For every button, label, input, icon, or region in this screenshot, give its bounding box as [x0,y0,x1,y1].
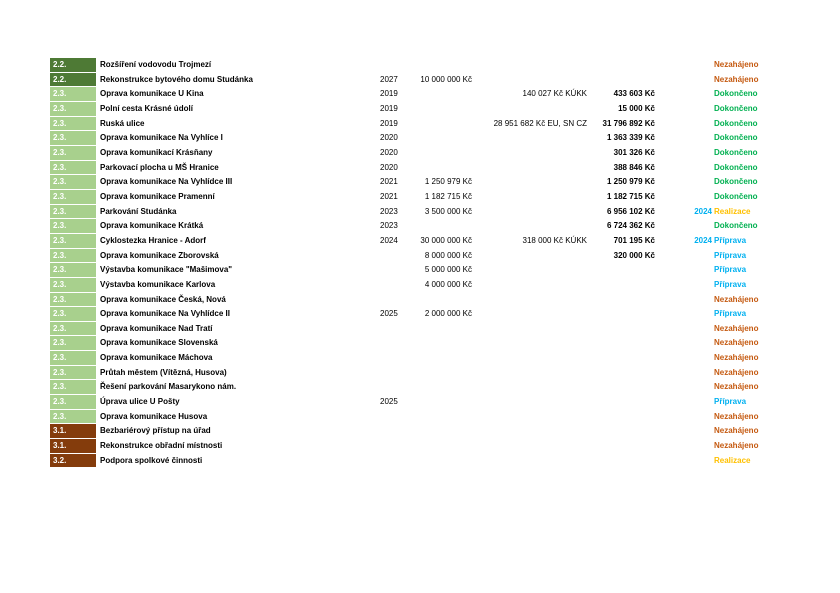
row-total [590,366,655,381]
row-realization-year [688,380,712,395]
row-status: Dokončeno [714,133,758,143]
row-name: Oprava komunikace Na Vyhlíce I [100,133,223,143]
row-year: 2019 [380,103,398,113]
row-status: Příprava [714,279,747,289]
row-amount [412,146,472,161]
row-total: 1 250 979 Kč [606,177,655,187]
row-status: Příprava [714,250,747,260]
row-name: Oprava komunikace Krátká [100,221,204,231]
row-total [590,58,655,73]
row-amount [412,424,472,439]
row-name: Oprava komunikace Pramenní [100,191,215,201]
row-realization-year [688,278,712,293]
row-name: Oprava komunikace Nad Tratí [100,323,213,333]
row-subsidy [475,439,587,454]
row-realization-year [688,175,712,190]
row-subsidy: 318 000 Kč KÚKK [522,235,587,245]
row-realization-year: 2024 [694,235,712,245]
row-status: Dokončeno [714,162,758,172]
row-subsidy [475,366,587,381]
row-year [380,322,402,337]
row-code: 2.3. [50,175,96,190]
row-year: 2019 [380,118,398,128]
row-realization-year [688,131,712,146]
row-status: Realizace [714,206,751,216]
row-status: Nezahájeno [714,74,759,84]
row-realization-year [688,117,712,132]
row-amount: 5 000 000 Kč [424,265,472,275]
row-realization-year: 2024 [694,206,712,216]
row-name: Oprava komunikace Na Vyhlídce II [100,309,230,319]
row-total: 433 603 Kč [613,89,655,99]
row-code: 2.3. [50,278,96,293]
row-subsidy [475,322,587,337]
row-amount: 4 000 000 Kč [424,279,472,289]
row-code: 2.3. [50,161,96,176]
row-realization-year [688,322,712,337]
row-amount: 1 250 979 Kč [424,177,472,187]
row-name: Rekonstrukce obřadní místnosti [100,441,223,451]
row-status: Dokončeno [714,103,758,113]
row-subsidy [475,58,587,73]
row-year: 2019 [380,89,398,99]
row-year: 2020 [380,147,398,157]
row-code: 2.3. [50,395,96,410]
row-year [380,58,402,73]
row-amount [412,293,472,308]
row-subsidy [475,263,587,278]
row-name: Rekonstrukce bytového domu Studánka [100,74,253,84]
row-year [380,293,402,308]
row-total [590,439,655,454]
row-total [590,351,655,366]
row-amount [412,380,472,395]
row-realization-year [688,366,712,381]
row-subsidy [475,336,587,351]
row-subsidy [475,424,587,439]
row-year: 2024 [380,235,398,245]
row-name: Oprava komunikace Slovenská [100,338,218,348]
row-code: 2.3. [50,366,96,381]
row-code: 2.3. [50,380,96,395]
row-amount [412,161,472,176]
row-realization-year [688,219,712,234]
row-code: 3.2. [50,454,96,469]
row-status: Příprava [714,397,747,407]
row-amount [412,322,472,337]
row-subsidy [475,307,587,322]
row-total: 6 956 102 Kč [606,206,655,216]
row-year [380,439,402,454]
row-code: 2.3. [50,410,96,425]
row-status: Nezahájeno [714,441,759,451]
row-name: Podpora spolkové činnosti [100,455,203,465]
row-amount: 2 000 000 Kč [424,309,472,319]
row-subsidy: 140 027 Kč KÚKK [522,89,587,99]
row-name: Polní cesta Krásné údolí [100,103,193,113]
row-name: Rozšíření vodovodu Trojmezí [100,60,212,69]
row-amount [412,410,472,425]
row-code: 2.3. [50,117,96,132]
row-total [590,73,655,88]
row-realization-year [688,263,712,278]
row-code: 2.3. [50,249,96,264]
row-year [380,278,402,293]
row-code: 2.3. [50,263,96,278]
row-status: Realizace [714,455,751,465]
row-amount [412,336,472,351]
row-total [590,263,655,278]
row-realization-year [688,293,712,308]
row-subsidy [475,219,587,234]
row-code: 2.3. [50,190,96,205]
row-code: 2.3. [50,307,96,322]
row-total: 301 326 Kč [613,147,655,157]
row-code: 2.3. [50,322,96,337]
row-realization-year [688,439,712,454]
row-name: Parkovací plocha u MŠ Hranice [100,162,219,172]
row-subsidy: 28 951 682 Kč EU, SN CZ [493,118,587,128]
row-total [590,293,655,308]
row-year: 2027 [380,74,398,84]
row-total [590,410,655,425]
row-total: 388 846 Kč [613,162,655,172]
row-total: 1 182 715 Kč [606,191,655,201]
row-subsidy [475,454,587,469]
row-year [380,351,402,366]
row-code: 2.3. [50,336,96,351]
row-subsidy [475,131,587,146]
row-realization-year [688,395,712,410]
row-status: Příprava [714,309,747,319]
row-amount: 10 000 000 Kč [420,74,472,84]
row-total [590,322,655,337]
row-year: 2021 [380,191,398,201]
row-status: Nezahájeno [714,338,759,348]
row-year [380,336,402,351]
row-status: Nezahájeno [714,60,759,69]
row-name: Řešení parkování Masarykono nám. [100,382,237,392]
row-subsidy [475,102,587,117]
row-code: 3.1. [50,424,96,439]
row-realization-year [688,87,712,102]
row-amount [412,454,472,469]
row-name: Oprava komunikace Zborovská [100,250,219,260]
row-subsidy [475,190,587,205]
row-code: 2.3. [50,205,96,220]
row-amount: 30 000 000 Kč [420,235,472,245]
row-realization-year [688,336,712,351]
row-realization-year [688,424,712,439]
row-year: 2023 [380,221,398,231]
row-total [590,336,655,351]
row-name: Oprava komunikace U Kina [100,89,204,99]
row-amount [412,58,472,73]
row-amount: 3 500 000 Kč [424,206,472,216]
row-total: 320 000 Kč [613,250,655,260]
row-year [380,366,402,381]
row-name: Výstavba komunikace "Mašimova" [100,265,233,275]
row-subsidy [475,146,587,161]
row-code: 2.3. [50,131,96,146]
row-amount: 8 000 000 Kč [424,250,472,260]
row-total [590,278,655,293]
row-subsidy [475,380,587,395]
row-code: 3.1. [50,439,96,454]
row-status: Dokončeno [714,89,758,99]
row-code: 2.3. [50,234,96,249]
row-year: 2020 [380,162,398,172]
row-year: 2025 [380,397,398,407]
row-subsidy [475,161,587,176]
row-year: 2025 [380,309,398,319]
row-realization-year [688,249,712,264]
row-year [380,263,402,278]
row-subsidy [475,249,587,264]
row-status: Nezahájeno [714,426,759,436]
row-status: Dokončeno [714,177,758,187]
row-name: Oprava komunikací Krásňany [100,147,213,157]
row-amount [412,395,472,410]
row-realization-year [688,307,712,322]
row-subsidy [475,175,587,190]
row-year [380,424,402,439]
row-amount [412,117,472,132]
row-year [380,380,402,395]
row-status: Příprava [714,235,747,245]
row-year [380,454,402,469]
row-name: Oprava komunikace Česká, Nová [100,294,226,304]
row-name: Oprava komunikace Máchova [100,353,213,363]
row-amount: 1 182 715 Kč [424,191,472,201]
row-realization-year [688,351,712,366]
row-name: Oprava komunikace Na Vyhlídce III [100,177,233,187]
row-realization-year [688,58,712,73]
row-name: Cyklostezka Hranice - Adorf [100,235,206,245]
row-status: Dokončeno [714,191,758,201]
row-total: 1 363 339 Kč [606,133,655,143]
row-total: 31 796 892 Kč [602,118,655,128]
row-code: 2.2. [50,73,96,88]
row-total [590,454,655,469]
row-subsidy [475,395,587,410]
row-name: Výstavba komunikace Karlova [100,279,216,289]
row-code: 2.3. [50,293,96,308]
row-realization-year [688,161,712,176]
row-total: 701 195 Kč [613,235,655,245]
row-year: 2020 [380,133,398,143]
row-name: Parkování Studánka [100,206,177,216]
row-code: 2.3. [50,351,96,366]
row-status: Nezahájeno [714,411,759,421]
row-amount [412,351,472,366]
row-subsidy [475,410,587,425]
row-status: Příprava [714,265,747,275]
row-amount [412,219,472,234]
row-name: Oprava komunikace Husova [100,411,208,421]
row-year: 2021 [380,177,398,187]
row-name: Ruská ulice [100,118,145,128]
row-amount [412,102,472,117]
row-subsidy [475,278,587,293]
row-total [590,307,655,322]
row-total [590,424,655,439]
row-status: Nezahájeno [714,367,759,377]
row-total: 6 724 362 Kč [606,221,655,231]
row-amount [412,87,472,102]
row-status: Nezahájeno [714,353,759,363]
row-name: Úprava ulice U Pošty [100,397,180,407]
row-code: 2.3. [50,219,96,234]
row-code: 2.3. [50,87,96,102]
row-realization-year [688,190,712,205]
row-amount [412,131,472,146]
row-amount [412,366,472,381]
row-code: 2.2. [50,58,96,73]
row-realization-year [688,73,712,88]
row-code: 2.3. [50,102,96,117]
row-name: Bezbariérový přístup na úřad [100,426,211,436]
row-realization-year [688,410,712,425]
row-subsidy [475,351,587,366]
row-status: Nezahájeno [714,382,759,392]
row-year [380,410,402,425]
row-year [380,249,402,264]
row-total [590,395,655,410]
row-realization-year [688,146,712,161]
row-amount [412,439,472,454]
row-realization-year [688,454,712,469]
row-realization-year [688,102,712,117]
row-status: Nezahájeno [714,294,759,304]
row-status: Dokončeno [714,118,758,128]
row-subsidy [475,73,587,88]
row-subsidy [475,293,587,308]
row-code: 2.3. [50,146,96,161]
row-status: Dokončeno [714,147,758,157]
row-status: Nezahájeno [714,323,759,333]
row-subsidy [475,205,587,220]
row-year: 2023 [380,206,398,216]
row-status: Dokončeno [714,221,758,231]
row-name: Průtah městem (Vítězná, Husova) [100,367,227,377]
row-total [590,380,655,395]
row-total: 15 000 Kč [618,103,655,113]
